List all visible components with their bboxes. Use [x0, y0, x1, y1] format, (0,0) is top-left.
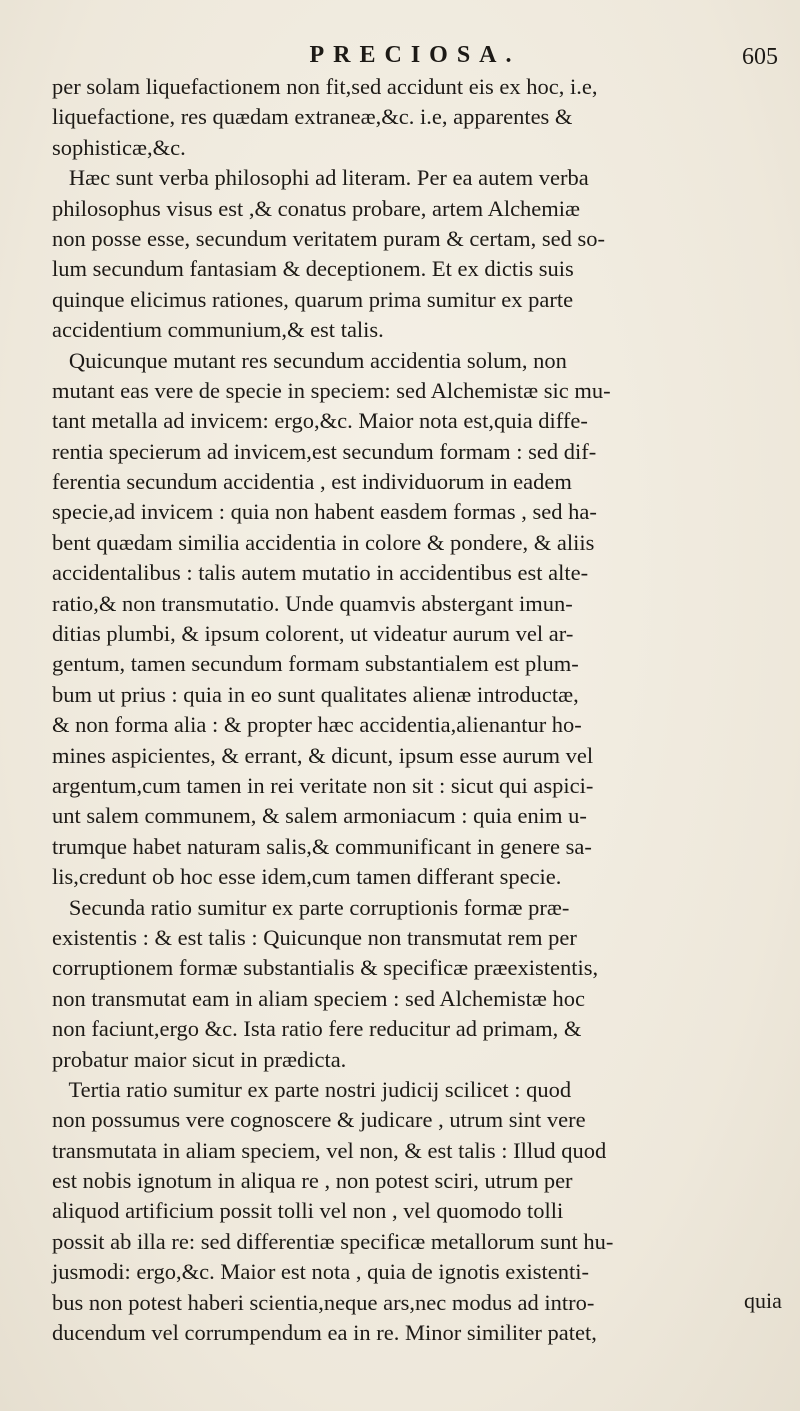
- text-line: bus non potest haberi scientia,neque ars,nec modus ad intro-: [52, 1289, 595, 1315]
- text-line: rentia specierum ad invicem,est secundum formam : sed dif-: [52, 438, 597, 464]
- text-line: ducendum vel corrumpendum ea in re. Minor similiter patet,: [52, 1320, 597, 1346]
- text-line: trumque habet naturam salis,& communificant in genere sa-: [52, 833, 592, 859]
- text-line: lis,credunt ob hoc esse idem,cum tamen differant specie.: [52, 864, 562, 890]
- text-line: Quicunque mutant res secundum accidentia solum, non: [52, 347, 567, 373]
- text-line: possit ab illa re: sed differentiæ specificæ metallorum sunt hu-: [52, 1228, 614, 1254]
- text-line: non faciunt,ergo &c. Ista ratio fere reducitur ad primam, &: [52, 1016, 582, 1042]
- text-line: ferentia secundum accidentia , est individuorum in eadem: [52, 469, 572, 495]
- text-line: argentum,cum tamen in rei veritate non sit : sicut qui aspici-: [52, 772, 594, 798]
- text-line: transmutata in aliam speciem, vel non, & est talis : Illud quod: [52, 1137, 607, 1163]
- text-line: ditias plumbi, & ipsum colorent, ut videatur aurum vel ar-: [52, 621, 574, 647]
- text-line: existentis : & est talis : Quicunque non transmutat rem per: [52, 924, 577, 950]
- running-head: PRECIOSA.: [309, 42, 521, 68]
- text-line: bum ut prius : quia in eo sunt qualitates alienæ introductæ,: [52, 681, 579, 707]
- text-line: corruptionem formæ substantialis & specificæ præexistentis,: [52, 955, 599, 981]
- text-line: aliquod artificium possit tolli vel non , vel quomodo tolli: [52, 1198, 564, 1224]
- body-text: [52, 72, 792, 1348]
- text-line: unt salem communem, & salem armoniacum : quia enim u-: [52, 803, 587, 829]
- text-line: liquefactione, res quædam extraneæ,&c. i.e, apparentes &: [52, 104, 573, 130]
- text-line: per solam liquefactionem non fit,sed accidunt eis ex hoc, i.e,: [52, 74, 598, 99]
- text-line: Tertia ratio sumitur ex parte nostri judicij scilicet : quod: [52, 1076, 572, 1102]
- text-line: mutant eas vere de specie in speciem: sed Alchemistæ sic mu-: [52, 377, 611, 403]
- text-line: & non forma alia : & propter hæc accidentia,alienantur ho-: [52, 712, 582, 738]
- text-line: probatur maior sicut in prædicta.: [52, 1046, 347, 1072]
- text-line: mines aspicientes, & errant, & dicunt, ipsum esse aurum vel: [52, 742, 594, 768]
- text-line: non possumus vere cognoscere & judicare , utrum sint vere: [52, 1107, 586, 1133]
- text-line: gentum, tamen secundum formam substantialem est plum-: [52, 651, 579, 677]
- text-line: tant metalla ad invicem: ergo,&c. Maior nota est,quia diffe-: [52, 408, 588, 434]
- text-line: accidentium communium,& est talis.: [52, 317, 384, 343]
- text-line: jusmodi: ergo,&c. Maior est nota , quia de ignotis existenti-: [52, 1259, 590, 1285]
- text-line: non transmutat eam in aliam speciem : sed Alchemistæ hoc: [52, 985, 586, 1011]
- text-line: Hæc sunt verba philosophi ad literam. Per ea autem verba: [52, 165, 589, 191]
- text-line: quinque elicimus rationes, quarum prima sumitur ex parte: [52, 286, 574, 312]
- text-line: ratio,& non transmutatio. Unde quamvis abstergant imun-: [52, 590, 573, 616]
- page-number: 605: [742, 44, 778, 70]
- text-line: lum secundum fantasiam & deceptionem. Et ex dictis suis: [52, 256, 574, 282]
- text-line: est nobis ignotum in aliqua re , non potest sciri, utrum per: [52, 1168, 573, 1194]
- text-line: non posse esse, secundum veritatem puram & certam, sed so-: [52, 225, 605, 251]
- text-line: bent quædam similia accidentia in colore & pondere, & aliis: [52, 529, 595, 555]
- text-line: accidentalibus : talis autem mutatio in accidentibus est alte-: [52, 560, 589, 586]
- catchword: quia: [744, 1288, 782, 1313]
- text-line: Secunda ratio sumitur ex parte corruptionis formæ præ-: [52, 894, 570, 920]
- text-line: sophisticæ,&c.: [52, 134, 186, 160]
- text-line: philosophus visus est ,& conatus probare, artem Alchemiæ: [52, 195, 581, 221]
- text-line: specie,ad invicem : quia non habent easdem formas , sed ha-: [52, 499, 597, 525]
